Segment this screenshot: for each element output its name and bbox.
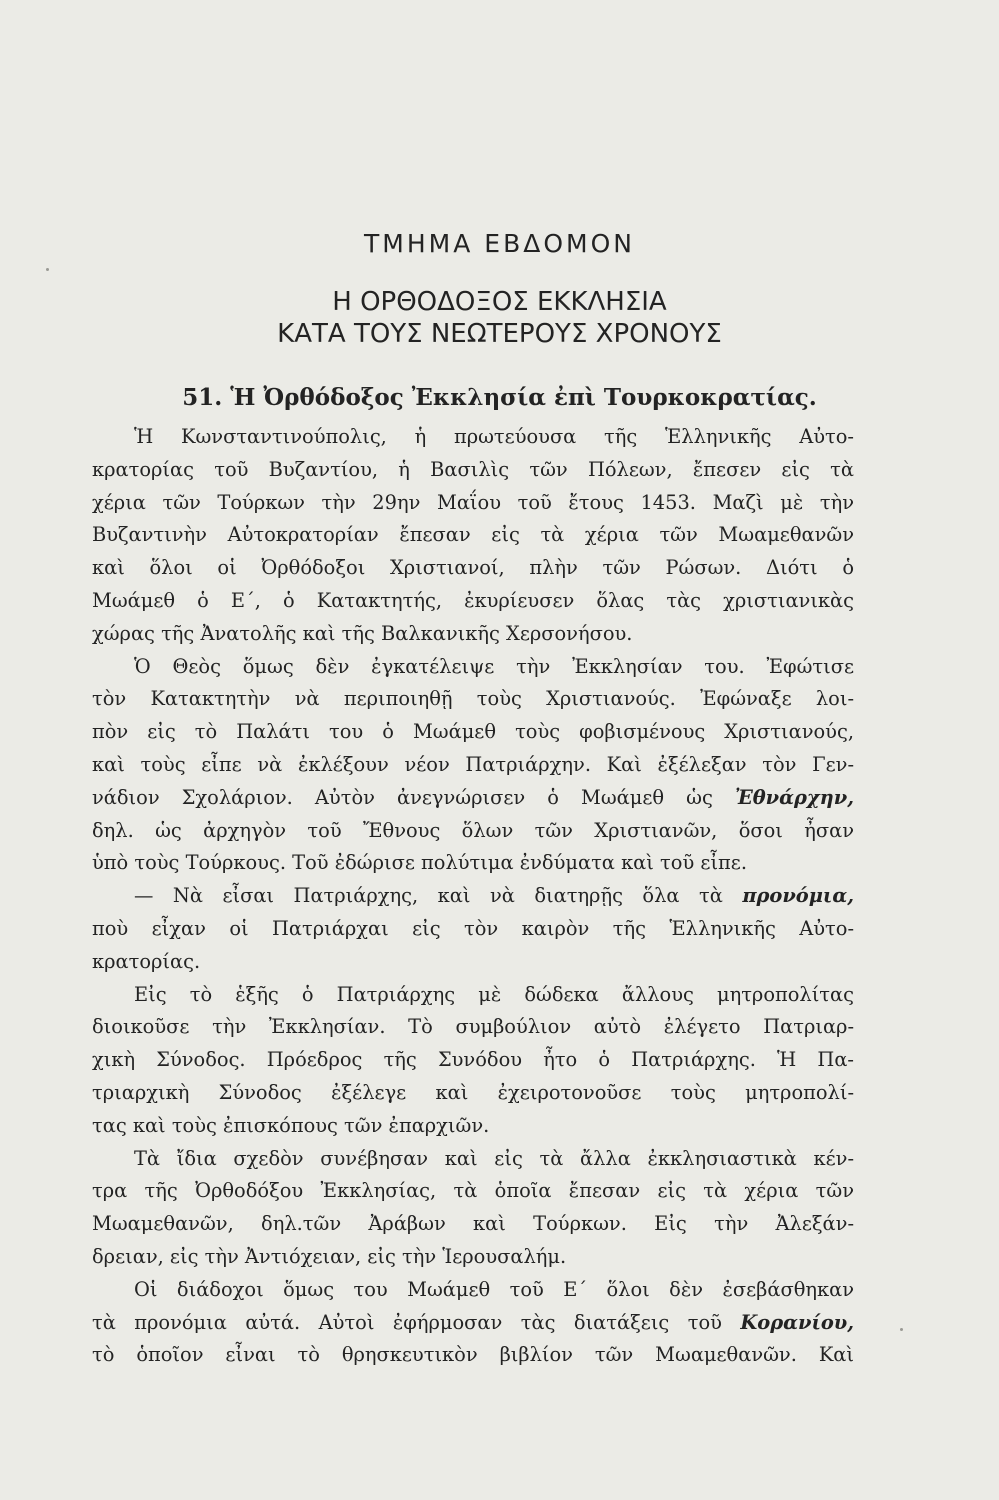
text-line bbox=[92, 1044, 854, 1077]
text-run: πὸν εἰς τὸ Παλάτι του ὁ Μωάμεθ τοὺς φοβισμένους Χριστιανούς, bbox=[92, 720, 854, 744]
text-line bbox=[92, 880, 854, 913]
text-run: Μωαμεθανῶν, δηλ.τῶν Ἀράβων καὶ Τούρκων. Εἰς τὴν Ἀλεξάν- bbox=[92, 1212, 854, 1236]
text-line bbox=[92, 1011, 854, 1044]
text-run: νάδιον Σχολάριον. Αὐτὸν ἀνεγνώρισεν ὁ Μωάμεθ ὡς bbox=[92, 785, 735, 809]
part-title: ΤΜΗΜΑ ΕΒΔΟΜΟΝ bbox=[364, 229, 635, 258]
text-run: Μωάμεθ ὁ Ε΄, ὁ Κατακτητής, ἐκυρίευσεν ὅλας τὰς χριστιανικὰς bbox=[92, 588, 854, 612]
text-run: δηλ. ὡς ἀρχηγὸν τοῦ Ἔθνους ὅλων τῶν Χριστιανῶν, ὅσοι ἦσαν bbox=[92, 818, 854, 842]
body-text bbox=[92, 421, 854, 1372]
text-line bbox=[92, 1110, 854, 1143]
chapter-heading-line-1: Η ΟΡΘΟΔΟΞΟΣ ΕΚΚΛΗΣΙΑ bbox=[332, 287, 667, 317]
text-line bbox=[92, 782, 854, 815]
text-run: καὶ ὅλοι οἱ Ὀρθόδοξοι Χριστιανοί, πλὴν τῶν Ρώσων. Διότι ὁ bbox=[92, 556, 854, 580]
text-line bbox=[92, 1339, 854, 1372]
text-run: Οἱ διάδοχοι ὅμως του Μωάμεθ τοῦ Ε΄ ὅλοι δὲν ἐσεβάσθηκαν bbox=[134, 1277, 854, 1301]
emphasized-term: Κορανίου, bbox=[740, 1310, 854, 1334]
text-line bbox=[92, 1175, 854, 1208]
text-run: Ὁ Θεὸς ὅμως δὲν ἐγκατέλειψε τὴν Ἐκκλησίαν του. Ἐφώτισε bbox=[134, 654, 854, 678]
text-line bbox=[92, 1077, 854, 1110]
text-line bbox=[92, 552, 854, 585]
text-run: ποὺ εἶχαν οἱ Πατριάρχαι εἰς τὸν καιρὸν τῆς Ἑλληνικῆς Αὐτο- bbox=[92, 916, 854, 940]
text-run: Τὰ ἴδια σχεδὸν συνέβησαν καὶ εἰς τὰ ἄλλα ἐκκλησιαστικὰ κέν- bbox=[134, 1146, 854, 1170]
text-run: τρα τῆς Ὀρθοδόξου Ἐκκλησίας, τὰ ὁποῖα ἔπεσαν εἰς τὰ χέρια τῶν bbox=[92, 1179, 854, 1203]
text-line bbox=[92, 847, 854, 880]
text-line bbox=[92, 454, 854, 487]
text-run: κρατορίας. bbox=[92, 949, 201, 973]
chapter-heading-line-2: ΚΑΤΑ ΤΟΥΣ ΝΕΩΤΕΡΟΥΣ ΧΡΟΝΟΥΣ bbox=[277, 319, 722, 349]
emphasized-term: Ἐθνάρχην, bbox=[734, 785, 854, 809]
text-run: χώρας τῆς Ἀνατολῆς καὶ τῆς Βαλκανικῆς Χερσονήσου. bbox=[92, 621, 633, 645]
text-line bbox=[92, 1274, 854, 1307]
text-line bbox=[92, 1208, 854, 1241]
text-line bbox=[92, 421, 854, 454]
text-run: χέρια τῶν Τούρκων τὴν 29ην Μαΐου τοῦ ἔτους 1453. Μαζὶ μὲ τὴν bbox=[92, 490, 854, 514]
text-run: κρατορίας τοῦ Βυζαντίου, ἡ Βασιλὶς τῶν Πόλεων, ἔπεσεν εἰς τὰ bbox=[92, 457, 854, 481]
text-run: τας καὶ τοὺς ἐπισκόπους τῶν ἐπαρχιῶν. bbox=[92, 1113, 490, 1137]
text-line bbox=[92, 946, 854, 979]
text-run: Βυζαντινὴν Αὐτοκρατορίαν ἔπεσαν εἰς τὰ χέρια τῶν Μωαμεθανῶν bbox=[92, 523, 854, 547]
text-run: δρειαν, εἰς τὴν Ἀντιόχειαν, εἰς τὴν Ἱερουσαλήμ. bbox=[92, 1244, 567, 1268]
text-run: Εἰς τὸ ἑξῆς ὁ Πατριάρχης μὲ δώδεκα ἄλλους μητροπολίτας bbox=[134, 982, 854, 1006]
text-run: ὑπὸ τοὺς Τούρκους. Τοῦ ἐδώρισε πολύτιμα ἐνδύματα καὶ τοῦ εἶπε. bbox=[92, 851, 748, 875]
text-run: χικὴ Σύνοδος. Πρόεδρος τῆς Συνόδου ἦτο ὁ Πατριάρχης. Ἡ Πα- bbox=[92, 1048, 854, 1072]
text-line bbox=[92, 585, 854, 618]
text-line bbox=[92, 749, 854, 782]
text-line bbox=[92, 716, 854, 749]
text-line bbox=[92, 815, 854, 848]
text-run: Ἡ Κωνσταντινούπολις, ἡ πρωτεύουσα τῆς Ἑλληνικῆς Αὐτο- bbox=[134, 425, 854, 448]
text-line bbox=[92, 618, 854, 651]
text-run: τριαρχικὴ Σύνοδος ἐξέλεγε καὶ ἐχειροτονοῦσε τοὺς μητροπολί- bbox=[92, 1080, 854, 1104]
text-line bbox=[92, 979, 854, 1012]
text-line bbox=[92, 913, 854, 946]
page-speck bbox=[900, 1328, 903, 1331]
text-line bbox=[92, 1241, 854, 1274]
text-line bbox=[92, 487, 854, 520]
text-run: καὶ τοὺς εἶπε νὰ ἐκλέξουν νέον Πατριάρχην. Καὶ ἐξέλεξαν τὸν Γεν- bbox=[92, 752, 854, 776]
text-line bbox=[92, 1307, 854, 1340]
page-speck bbox=[46, 268, 49, 271]
text-line bbox=[92, 1143, 854, 1176]
text-run: — Νὰ εἶσαι Πατριάρχης, καὶ νὰ διατηρῇς ὅλα τὰ bbox=[134, 884, 743, 908]
text-line bbox=[92, 683, 854, 716]
text-line bbox=[92, 519, 854, 552]
text-run: τὰ προνόμια αὐτά. Αὐτοὶ ἐφήρμοσαν τὰς διατάξεις τοῦ bbox=[92, 1310, 741, 1334]
text-run: διοικοῦσε τὴν Ἐκκλησίαν. Τὸ συμβούλιον αὐτὸ ἐλέγετο Πατριαρ- bbox=[92, 1015, 854, 1039]
text-line bbox=[92, 651, 854, 684]
text-run: τὸν Κατακτητὴν νὰ περιποιηθῇ τοὺς Χριστιανούς. Ἐφώναξε λοι- bbox=[92, 687, 854, 711]
section-title: 51. Ἡ Ὀρθόδοξος Ἐκκλησία ἐπὶ Τουρκοκρατίας. bbox=[182, 384, 817, 411]
emphasized-term: προνόμια, bbox=[742, 884, 854, 908]
text-run: τὸ ὁποῖον εἶναι τὸ θρησκευτικὸν βιβλίον τῶν Μωαμεθανῶν. Καὶ bbox=[92, 1343, 854, 1367]
